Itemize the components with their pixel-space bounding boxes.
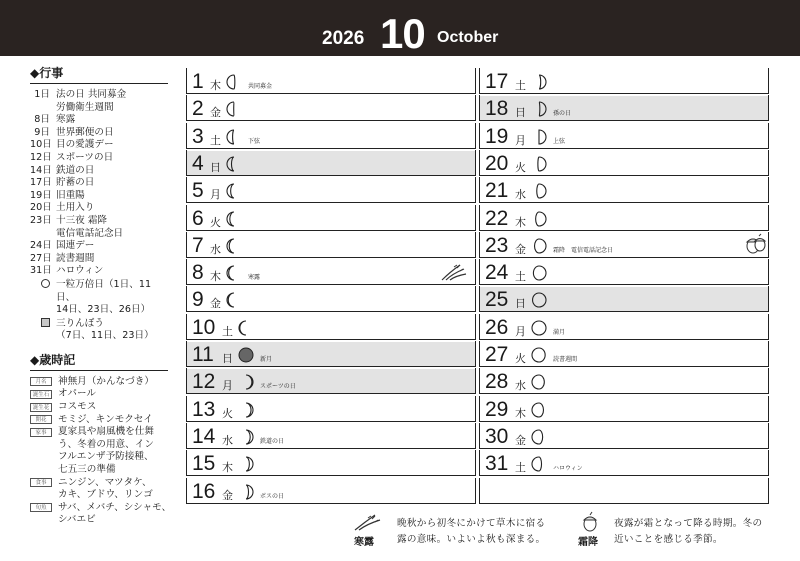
day-row[interactable] bbox=[479, 151, 769, 176]
weekday-label: 土 bbox=[515, 461, 526, 475]
seasonal-item bbox=[30, 489, 168, 502]
legend-text: 三りんぼう （7日、11日、23日） bbox=[56, 317, 154, 342]
event-day bbox=[30, 228, 56, 241]
left-sidebar bbox=[30, 64, 172, 527]
header-year: 2026 bbox=[322, 28, 365, 49]
day-row[interactable] bbox=[479, 451, 769, 476]
day-number: 6 bbox=[192, 206, 204, 230]
weekday-label: 月 bbox=[222, 379, 233, 393]
event-item bbox=[30, 265, 168, 278]
day-row[interactable] bbox=[186, 315, 476, 340]
day-number: 19 bbox=[485, 124, 509, 148]
event-day: 23日 bbox=[30, 214, 52, 226]
seasonal-text: ニンジン、マツタケ、 bbox=[58, 476, 152, 488]
event-text: ハロウィン bbox=[56, 265, 104, 277]
weekday-label: 木 bbox=[515, 406, 526, 420]
event-item bbox=[30, 228, 168, 241]
event-text: 目の愛護デー bbox=[56, 139, 114, 151]
day-number: 25 bbox=[485, 288, 509, 312]
day-row[interactable] bbox=[186, 124, 476, 149]
day-number: 9 bbox=[192, 288, 204, 312]
weekday-label: 日 bbox=[515, 297, 526, 311]
event-text: 土用入り bbox=[56, 202, 95, 214]
weekday-label: 金 bbox=[515, 433, 526, 447]
legend-text: 一粒万倍日（1日、11日、 14日、23日、26日） bbox=[56, 278, 152, 316]
event-day: 8日 bbox=[34, 114, 50, 126]
seasonal-text: モミジ、キンモクセイ bbox=[58, 413, 153, 425]
moon-phase-icon bbox=[531, 211, 547, 231]
weekday-label: 木 bbox=[222, 461, 233, 475]
square-marker-icon bbox=[41, 318, 50, 327]
day-note: ボスの日 bbox=[260, 492, 285, 500]
day-row[interactable] bbox=[186, 178, 476, 203]
moon-phase-icon bbox=[531, 101, 547, 121]
moon-phase-icon bbox=[531, 347, 547, 367]
day-row[interactable] bbox=[479, 178, 769, 203]
moon-phase-icon bbox=[531, 402, 547, 422]
event-text: 国連デー bbox=[56, 240, 95, 252]
seasonal-item bbox=[30, 426, 168, 439]
event-text: 電信電話記念日 bbox=[56, 227, 124, 239]
day-note: 霜降 電信電話記念日 bbox=[553, 246, 614, 254]
event-text: 旧重陽 bbox=[56, 189, 85, 201]
event-text: 法の日 共同募金 bbox=[56, 89, 127, 100]
day-row[interactable] bbox=[186, 479, 476, 504]
event-item bbox=[30, 89, 168, 102]
seasonal-text: フルエンザ予防接種、 bbox=[58, 451, 154, 463]
moon-phase-icon bbox=[531, 238, 547, 258]
event-day: 14日 bbox=[30, 164, 52, 176]
day-row[interactable] bbox=[186, 69, 476, 94]
seasonal-item bbox=[30, 477, 168, 490]
moon-phase-icon bbox=[531, 320, 547, 340]
day-row[interactable] bbox=[186, 397, 476, 422]
day-note: 読書週間 bbox=[553, 356, 578, 363]
weekday-label: 土 bbox=[222, 324, 233, 338]
day-number: 14 bbox=[192, 424, 216, 448]
susuki-grass-icon bbox=[440, 262, 468, 282]
day-note: ハロウィン bbox=[553, 465, 583, 473]
seasonal-tag: 月名 bbox=[30, 377, 52, 386]
seasonal-item bbox=[30, 439, 168, 452]
seasonal-title: ◆歳時記 bbox=[30, 351, 168, 371]
day-number: 1 bbox=[192, 70, 204, 93]
month-header bbox=[0, 0, 800, 56]
event-text: 読書週間 bbox=[56, 252, 95, 264]
header-month-name: October bbox=[437, 29, 499, 46]
event-day: 27日 bbox=[30, 252, 52, 264]
day-number: 31 bbox=[485, 452, 509, 476]
acorn-icon bbox=[744, 233, 768, 255]
weekday-label: 木 bbox=[210, 270, 221, 284]
event-day: 9日 bbox=[34, 126, 50, 138]
day-row[interactable] bbox=[186, 206, 476, 231]
weekday-label: 土 bbox=[515, 79, 526, 92]
day-row[interactable] bbox=[186, 96, 476, 121]
seasonal-text: 神無月（かんなづき） bbox=[58, 375, 154, 387]
seasonal-text: カキ、ブドウ、リンゴ bbox=[58, 489, 153, 501]
seasonal-tag: 家事 bbox=[30, 428, 52, 437]
seasonal-tag bbox=[30, 489, 58, 502]
day-number: 30 bbox=[485, 424, 509, 448]
day-row[interactable] bbox=[186, 287, 476, 312]
seasonal-item bbox=[30, 514, 168, 527]
seasonal-text: 七五三の準備 bbox=[58, 464, 116, 476]
day-row[interactable] bbox=[479, 342, 769, 367]
weekday-label: 月 bbox=[515, 324, 526, 338]
moon-phase-icon bbox=[238, 374, 254, 394]
weekday-label: 水 bbox=[515, 379, 526, 393]
moon-phase-icon bbox=[226, 156, 242, 176]
legend-list bbox=[30, 279, 168, 343]
event-day: 31日 bbox=[30, 265, 52, 277]
event-item bbox=[30, 102, 168, 115]
header-month-number: 10 bbox=[380, 10, 425, 57]
circle-marker-icon bbox=[41, 279, 50, 288]
day-number: 3 bbox=[192, 124, 204, 148]
event-item bbox=[30, 165, 168, 178]
footer-title-soko: 霜降 bbox=[578, 537, 598, 548]
footer-desc-soko: 夜露が霜となって降る時期。冬の 近いことを感じる季節。 bbox=[614, 518, 763, 545]
event-day: 1日 bbox=[34, 89, 50, 100]
day-note: 上弦 bbox=[553, 137, 566, 145]
event-text: 寒露 bbox=[56, 114, 76, 126]
event-text: スポーツの日 bbox=[56, 151, 114, 163]
day-number: 13 bbox=[192, 397, 216, 421]
seasonal-item bbox=[30, 388, 168, 401]
footer-acorn-icon bbox=[580, 511, 604, 533]
day-note: 孫の日 bbox=[553, 110, 572, 118]
seasonal-list bbox=[30, 375, 172, 527]
day-number: 23 bbox=[485, 233, 509, 257]
moon-phase-icon bbox=[226, 129, 242, 149]
seasonal-tag: 開花 bbox=[30, 415, 52, 424]
event-item bbox=[30, 240, 168, 253]
moon-phase-icon bbox=[531, 129, 547, 149]
day-note: 鉄道の日 bbox=[260, 437, 285, 445]
day-number: 18 bbox=[485, 97, 509, 121]
weekday-label: 月 bbox=[210, 188, 221, 202]
event-text: 鉄道の日 bbox=[56, 164, 95, 176]
seasonal-tag bbox=[30, 439, 58, 452]
moon-phase-icon bbox=[531, 183, 547, 203]
moon-phase-icon bbox=[238, 347, 254, 367]
seasonal-text: シバエビ bbox=[58, 514, 96, 526]
weekday-label: 金 bbox=[222, 488, 233, 502]
moon-phase-icon bbox=[531, 374, 547, 394]
moon-phase-icon bbox=[226, 101, 242, 121]
event-day: 12日 bbox=[30, 151, 52, 163]
weekday-label: 木 bbox=[210, 79, 221, 92]
footer-title-kanro: 寒露 bbox=[354, 537, 374, 548]
weekday-label: 水 bbox=[222, 433, 233, 447]
day-number: 16 bbox=[192, 479, 216, 503]
legend-item bbox=[30, 279, 168, 317]
moon-phase-icon bbox=[226, 74, 242, 94]
day-number: 11 bbox=[192, 343, 214, 366]
legend-item bbox=[30, 318, 168, 343]
moon-phase-icon bbox=[531, 456, 547, 476]
day-note: スポーツの日 bbox=[260, 383, 296, 391]
day-note: 寒露 bbox=[248, 274, 261, 282]
seasonal-item bbox=[30, 451, 168, 464]
events-list bbox=[30, 89, 168, 278]
moon-phase-icon bbox=[531, 292, 547, 312]
event-item bbox=[30, 202, 168, 215]
day-number: 28 bbox=[485, 370, 509, 394]
event-day bbox=[30, 102, 56, 115]
day-row[interactable] bbox=[186, 369, 476, 394]
day-number: 21 bbox=[485, 179, 509, 203]
empty-day-row bbox=[479, 479, 769, 504]
events-title: ◆行事 bbox=[30, 64, 168, 84]
event-day: 24日 bbox=[30, 240, 52, 252]
day-row[interactable] bbox=[186, 151, 476, 176]
seasonal-text: オパール bbox=[58, 388, 96, 400]
footer-desc-kanro: 晩秋から初冬にかけて草木に宿る 露の意味。いよいよ秋も深まる。 bbox=[397, 518, 546, 545]
day-row[interactable] bbox=[479, 315, 769, 340]
seasonal-tag: 誕生花 bbox=[30, 403, 52, 412]
seasonal-tag: 食事 bbox=[30, 478, 52, 487]
day-number: 17 bbox=[485, 70, 509, 93]
day-number: 26 bbox=[485, 315, 509, 339]
day-number: 12 bbox=[192, 370, 216, 394]
event-text: 貯蓄の日 bbox=[56, 177, 95, 189]
moon-phase-icon bbox=[238, 402, 254, 422]
weekday-label: 火 bbox=[515, 352, 526, 365]
day-number: 20 bbox=[485, 151, 509, 175]
seasonal-text: コスモス bbox=[58, 401, 97, 413]
moon-phase-icon bbox=[226, 265, 242, 285]
event-text: 十三夜 霜降 bbox=[56, 214, 108, 226]
moon-phase-icon bbox=[226, 211, 242, 231]
weekday-label: 日 bbox=[515, 106, 526, 120]
weekday-label: 水 bbox=[515, 188, 526, 202]
day-number: 29 bbox=[485, 397, 509, 421]
day-note: 下弦 bbox=[248, 137, 261, 145]
weekday-label: 土 bbox=[210, 133, 221, 147]
weekday-label: 水 bbox=[210, 242, 221, 256]
seasonal-tag bbox=[30, 464, 58, 477]
seasonal-tag bbox=[30, 451, 58, 464]
day-number: 24 bbox=[485, 261, 509, 285]
moon-phase-icon bbox=[238, 320, 254, 340]
day-number: 10 bbox=[192, 315, 216, 339]
weekday-label: 日 bbox=[222, 352, 233, 365]
day-number: 27 bbox=[485, 343, 509, 366]
event-item bbox=[30, 127, 168, 140]
moon-phase-icon bbox=[531, 74, 547, 94]
event-item bbox=[30, 139, 168, 152]
weekday-label: 日 bbox=[210, 160, 221, 174]
day-row[interactable] bbox=[186, 233, 476, 258]
event-text: 労働衛生週間 bbox=[56, 101, 114, 113]
day-number: 22 bbox=[485, 206, 509, 230]
moon-phase-icon bbox=[531, 429, 547, 449]
weekday-label: 金 bbox=[210, 297, 221, 311]
weekday-label: 金 bbox=[515, 242, 526, 256]
day-row[interactable] bbox=[479, 233, 769, 258]
day-row[interactable] bbox=[479, 96, 769, 121]
seasonal-item bbox=[30, 401, 168, 414]
event-item bbox=[30, 190, 168, 203]
event-item bbox=[30, 215, 168, 228]
event-item bbox=[30, 253, 168, 266]
event-day: 10日 bbox=[30, 139, 52, 151]
seasonal-text: サバ、メバチ、シシャモ、 bbox=[58, 501, 172, 513]
seasonal-tag: 旬魚 bbox=[30, 503, 52, 512]
event-text: 世界郵便の日 bbox=[56, 126, 114, 138]
day-row[interactable] bbox=[186, 342, 476, 367]
seasonal-item bbox=[30, 464, 168, 477]
weekday-label: 金 bbox=[210, 106, 221, 120]
day-note: 共同募金 bbox=[248, 83, 273, 90]
weekday-label: 土 bbox=[515, 270, 526, 284]
seasonal-item bbox=[30, 501, 172, 515]
day-row[interactable] bbox=[479, 287, 769, 312]
seasonal-text: う、冬着の用意、イン bbox=[58, 438, 154, 450]
day-row[interactable] bbox=[479, 206, 769, 231]
weekday-label: 木 bbox=[515, 215, 526, 229]
event-item bbox=[30, 114, 168, 127]
day-row[interactable] bbox=[186, 451, 476, 476]
moon-phase-icon bbox=[238, 484, 254, 504]
moon-phase-icon bbox=[531, 265, 547, 285]
day-row[interactable] bbox=[479, 424, 769, 449]
day-row[interactable] bbox=[479, 124, 769, 149]
day-number: 4 bbox=[192, 151, 204, 175]
day-row[interactable] bbox=[479, 369, 769, 394]
seasonal-tag bbox=[30, 514, 58, 527]
day-row[interactable] bbox=[479, 397, 769, 422]
day-number: 7 bbox=[192, 233, 204, 257]
seasonal-tag: 誕生石 bbox=[30, 390, 52, 399]
moon-phase-icon bbox=[238, 429, 254, 449]
moon-phase-icon bbox=[226, 183, 242, 203]
event-item bbox=[30, 177, 168, 190]
day-number: 15 bbox=[192, 452, 216, 476]
seasonal-text: 夏家具や扇風機を仕舞 bbox=[58, 426, 154, 438]
weekday-label: 火 bbox=[222, 406, 233, 420]
weekday-label: 月 bbox=[515, 133, 526, 147]
day-note: 満月 bbox=[553, 328, 566, 336]
day-row[interactable] bbox=[186, 424, 476, 449]
moon-phase-icon bbox=[226, 292, 242, 312]
day-note: 新月 bbox=[260, 356, 273, 363]
day-row[interactable] bbox=[186, 260, 476, 285]
seasonal-item bbox=[30, 414, 168, 427]
weekday-label: 火 bbox=[210, 215, 221, 229]
event-item bbox=[30, 152, 168, 165]
day-row[interactable] bbox=[479, 69, 769, 94]
day-number: 8 bbox=[192, 261, 204, 285]
footer-susuki-icon bbox=[353, 512, 383, 532]
day-number: 2 bbox=[192, 97, 204, 121]
weekday-label: 火 bbox=[515, 160, 526, 174]
day-number: 5 bbox=[192, 179, 204, 203]
moon-phase-icon bbox=[226, 238, 242, 258]
moon-phase-icon bbox=[238, 456, 254, 476]
event-day: 17日 bbox=[30, 177, 52, 189]
moon-phase-icon bbox=[531, 156, 547, 176]
seasonal-item bbox=[30, 376, 168, 389]
event-day: 19日 bbox=[30, 189, 52, 201]
day-row[interactable] bbox=[479, 260, 769, 285]
event-day: 20日 bbox=[30, 202, 52, 214]
